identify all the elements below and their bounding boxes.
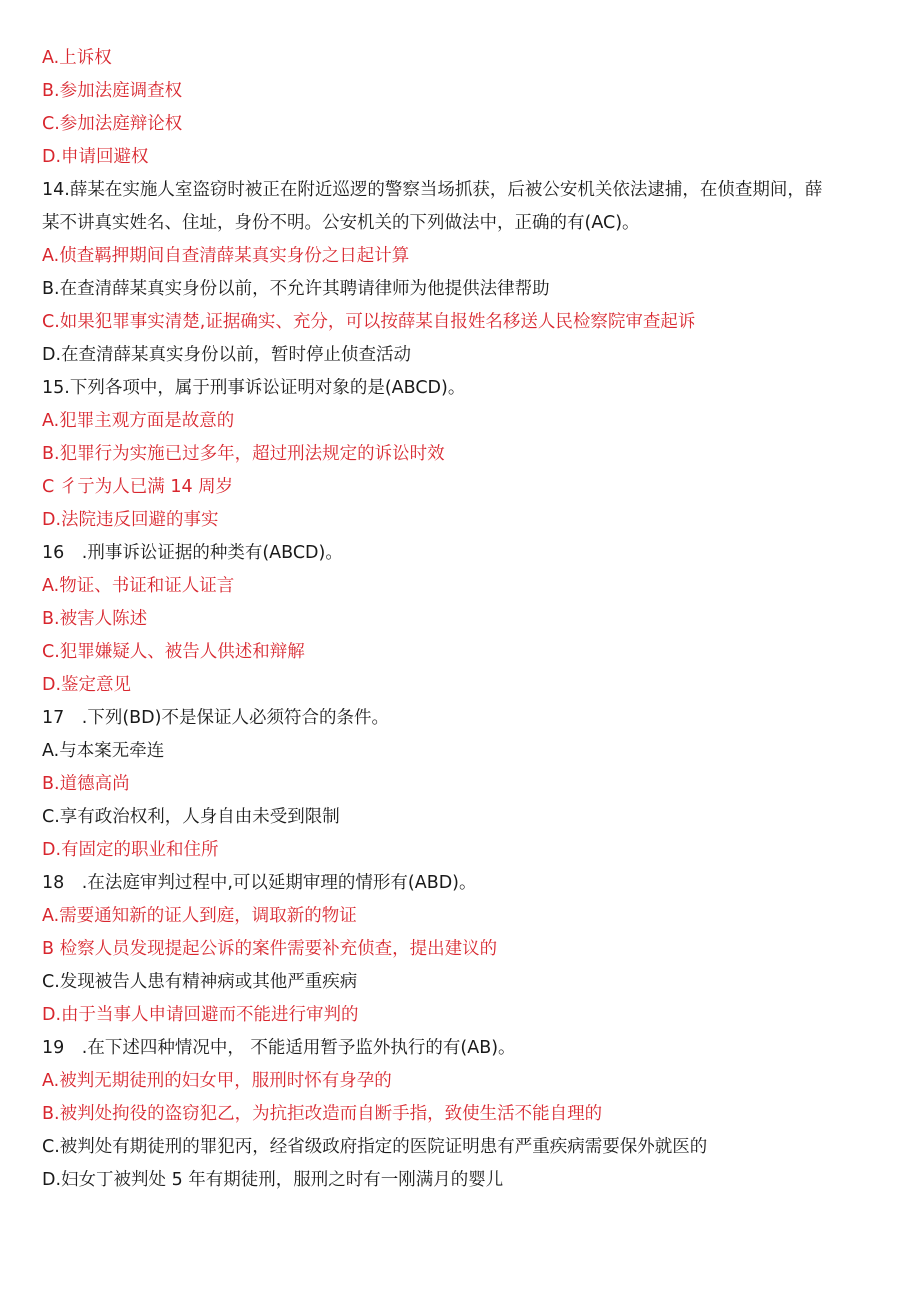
text-line: C.如果犯罪事实清楚,证据确实、充分，可以按薛某自报姓名移送人民检察院审查起诉 <box>42 312 696 332</box>
text-line: C.参加法庭辩论权 <box>42 114 183 134</box>
text-line: D.法院违反回避的事实 <box>42 510 219 530</box>
text-line: C.发现被告人患有精神病或其他严重疾病 <box>42 972 358 992</box>
document-text <box>42 42 882 1197</box>
text-line: D.鉴定意见 <box>42 675 132 695</box>
text-line: A.上诉权 <box>42 48 112 68</box>
text-line: B.在查清薛某真实身份以前，不允许其聘请律师为他提供法律帮助 <box>42 279 550 299</box>
text-line: A.物证、书证和证人证言 <box>42 576 235 596</box>
text-line: C 彳亍为人已满 14 周岁 <box>42 477 234 497</box>
text-line: B.被害人陈述 <box>42 609 148 629</box>
text-line: A.被判无期徒刑的妇女甲，服刑时怀有身孕的 <box>42 1071 392 1091</box>
question-line: 14.薛某在实施人室盗窃时被正在附近巡逻的警察当场抓获，后被公安机关依法逮捕，在侦查期间，薛 <box>42 180 823 200</box>
question-line: 19 .在下述四种情况中， 不能适用暂予监外执行的有(AB)。 <box>42 1038 516 1058</box>
text-line: C.被判处有期徒刑的罪犯丙，经省级政府指定的医院证明患有严重疾病需要保外就医的 <box>42 1137 708 1157</box>
text-line: B.道德高尚 <box>42 774 130 794</box>
text-line: A.需要通知新的证人到庭，调取新的物证 <box>42 906 357 926</box>
text-line: D.由于当事人申请回避而不能进行审判的 <box>42 1005 359 1025</box>
question-line: 某不讲真实姓名、住址，身份不明。公安机关的下列做法中，正确的有(AC)。 <box>42 213 640 233</box>
question-line: 15.下列各项中，属于刑事诉讼证明对象的是(ABCD)。 <box>42 378 466 398</box>
text-line: D.申请回避权 <box>42 147 149 167</box>
text-line: B.参加法庭调查权 <box>42 81 183 101</box>
text-line: B.犯罪行为实施已过多年，超过刑法规定的诉讼时效 <box>42 444 445 464</box>
text-line: C.犯罪嫌疑人、被告人供述和辩解 <box>42 642 305 662</box>
question-line: 17 .下列(BD)不是保证人必须符合的条件。 <box>42 708 389 728</box>
text-line: B.被判处拘役的盗窃犯乙，为抗拒改造而自断手指，致使生活不能自理的 <box>42 1104 603 1124</box>
text-line: C.享有政治权利，人身自由未受到限制 <box>42 807 340 827</box>
question-line: 16 .刑事诉讼证据的种类有(ABCD)。 <box>42 543 343 563</box>
text-line: A.与本案无牵连 <box>42 741 165 761</box>
text-line: D.妇女丁被判处 5 年有期徒刑，服刑之时有一刚满月的婴儿 <box>42 1170 504 1190</box>
text-line: D.有固定的职业和住所 <box>42 840 219 860</box>
text-line: A.侦查羁押期间自查清薛某真实身份之日起计算 <box>42 246 410 266</box>
question-line: 18 .在法庭审判过程中,可以延期审理的情形有(ABD)。 <box>42 873 477 893</box>
text-line: B 检察人员发现提起公诉的案件需要补充侦查，提出建议的 <box>42 939 498 959</box>
text-line: A.犯罪主观方面是故意的 <box>42 411 235 431</box>
text-line: D.在查清薛某真实身份以前，暂时停止侦查活动 <box>42 345 412 365</box>
